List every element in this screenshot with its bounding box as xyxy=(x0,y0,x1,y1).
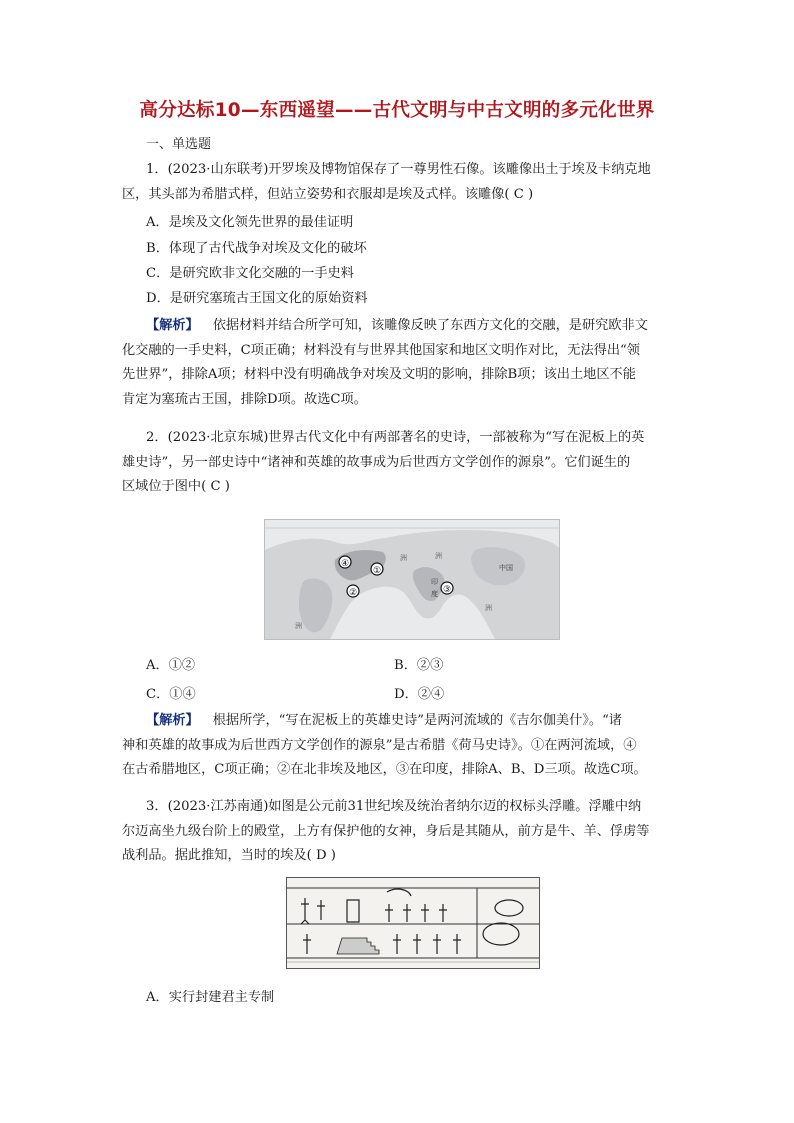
question-1-analysis-line: 【解析】 依据材料并结合所学可知，该雕像反映了东西方文化的交融，是研究欧非文 xyxy=(146,318,648,333)
question-2-option-d: D．②④ xyxy=(394,687,445,702)
question-3-line: 3．(2023·江苏南通)如图是公元前31世纪埃及统治者纳尔迈的权标头浮雕。浮雕中纳 xyxy=(146,799,642,814)
map-marker-label: ② xyxy=(348,588,358,598)
question-2-line: 2．(2023·北京东城)世界古代文化中有两部著名的史诗，一部被称为“写在泥板上的英 xyxy=(146,430,645,445)
question-1-option-a: A．是埃及文化领先世界的最佳证明 xyxy=(146,215,354,230)
world-map-figure xyxy=(264,519,560,640)
question-2-option-c: C．①④ xyxy=(146,687,196,702)
map-svg xyxy=(265,520,559,639)
map-marker-label: ① xyxy=(372,566,382,576)
question-2-line: 雄史诗”，另一部史诗中“诸神和英雄的故事成为后世西方文学创作的源泉”。它们诞生的 xyxy=(122,454,631,470)
map-label-china: 中国 xyxy=(499,564,513,572)
question-1-option-c: C．是研究欧非文化交融的一手史料 xyxy=(146,266,354,281)
question-1-option-d: D．是研究塞琉古王国文化的原始资料 xyxy=(146,291,368,306)
question-2-stem xyxy=(122,426,682,500)
question-3-stem xyxy=(122,795,682,869)
map-marker-label: ③ xyxy=(442,585,452,595)
map-label: 洲 xyxy=(295,622,302,630)
question-1-stem xyxy=(122,158,682,207)
map-label-india: 度 xyxy=(431,590,438,598)
question-1-analysis-line: 先世界”，排除A项；材料中没有明确战争对埃及文明的影响，排除B项；该出土地区不能 xyxy=(122,367,636,383)
question-2-analysis-line: 在古希腊地区，C项正确；②在北非埃及地区，③在印度，排除A、B、D三项。故选C项。 xyxy=(122,762,647,778)
question-2-analysis xyxy=(122,709,682,783)
question-3-option-a: A．实行封建君主专制 xyxy=(146,990,275,1005)
question-1-line: 1．(2023·山东联考)开罗埃及博物馆保存了一尊男性石像。该雕像出土于埃及卡纳克地 xyxy=(146,162,651,177)
section-heading: 一、单选题 xyxy=(146,137,212,152)
question-1-analysis xyxy=(122,314,682,412)
map-label-india: 印 xyxy=(431,578,438,586)
map-label: 洲 xyxy=(400,554,407,562)
map-label: 洲 xyxy=(435,552,442,560)
question-3-line: 尔迈高坐九级台阶上的殿堂，上方有保护他的女神，身后是其随从，前方是牛、羊、俘虏等 xyxy=(122,823,650,839)
question-2-analysis-line: 【解析】 根据所学，“写在泥板上的英雄史诗”是两河流域的《吉尔伽美什》。“诸 xyxy=(146,713,622,728)
map-marker-label: ④ xyxy=(340,559,350,569)
question-3-line: 战利品。据此推知，当时的埃及( D ) xyxy=(122,848,336,864)
narmer-relief-figure xyxy=(286,877,540,969)
question-2-line: 区域位于图中( C ) xyxy=(122,479,230,495)
page-title: 高分达标10—东西遥望——古代文明与中古文明的多元化世界 xyxy=(139,100,655,121)
analysis-tag: 【解析】 xyxy=(146,713,199,728)
analysis-tag: 【解析】 xyxy=(146,318,199,333)
question-2-analysis-line: 神和英雄的故事成为后世西方文学创作的源泉”是古希腊《荷马史诗》。①在两河流域，④ xyxy=(122,737,637,753)
question-1-analysis-line: 肯定为塞琉古王国，排除D项。故选C项。 xyxy=(122,391,367,407)
relief-svg xyxy=(287,878,539,968)
map-label: 洲 xyxy=(485,604,492,612)
question-2-option-b: B．②③ xyxy=(394,658,444,673)
question-1-line: 区，其头部为希腊式样，但站立姿势和衣服却是埃及式样。该雕像( C ) xyxy=(122,186,534,202)
question-2-option-a: A．①② xyxy=(146,658,196,673)
question-1-analysis-line: 化交融的一手史料，C项正确；材料没有与世界其他国家和地区文明作对比，无法得出“领 xyxy=(122,342,640,358)
question-1-option-b: B．体现了古代战争对埃及文化的破坏 xyxy=(146,241,367,256)
